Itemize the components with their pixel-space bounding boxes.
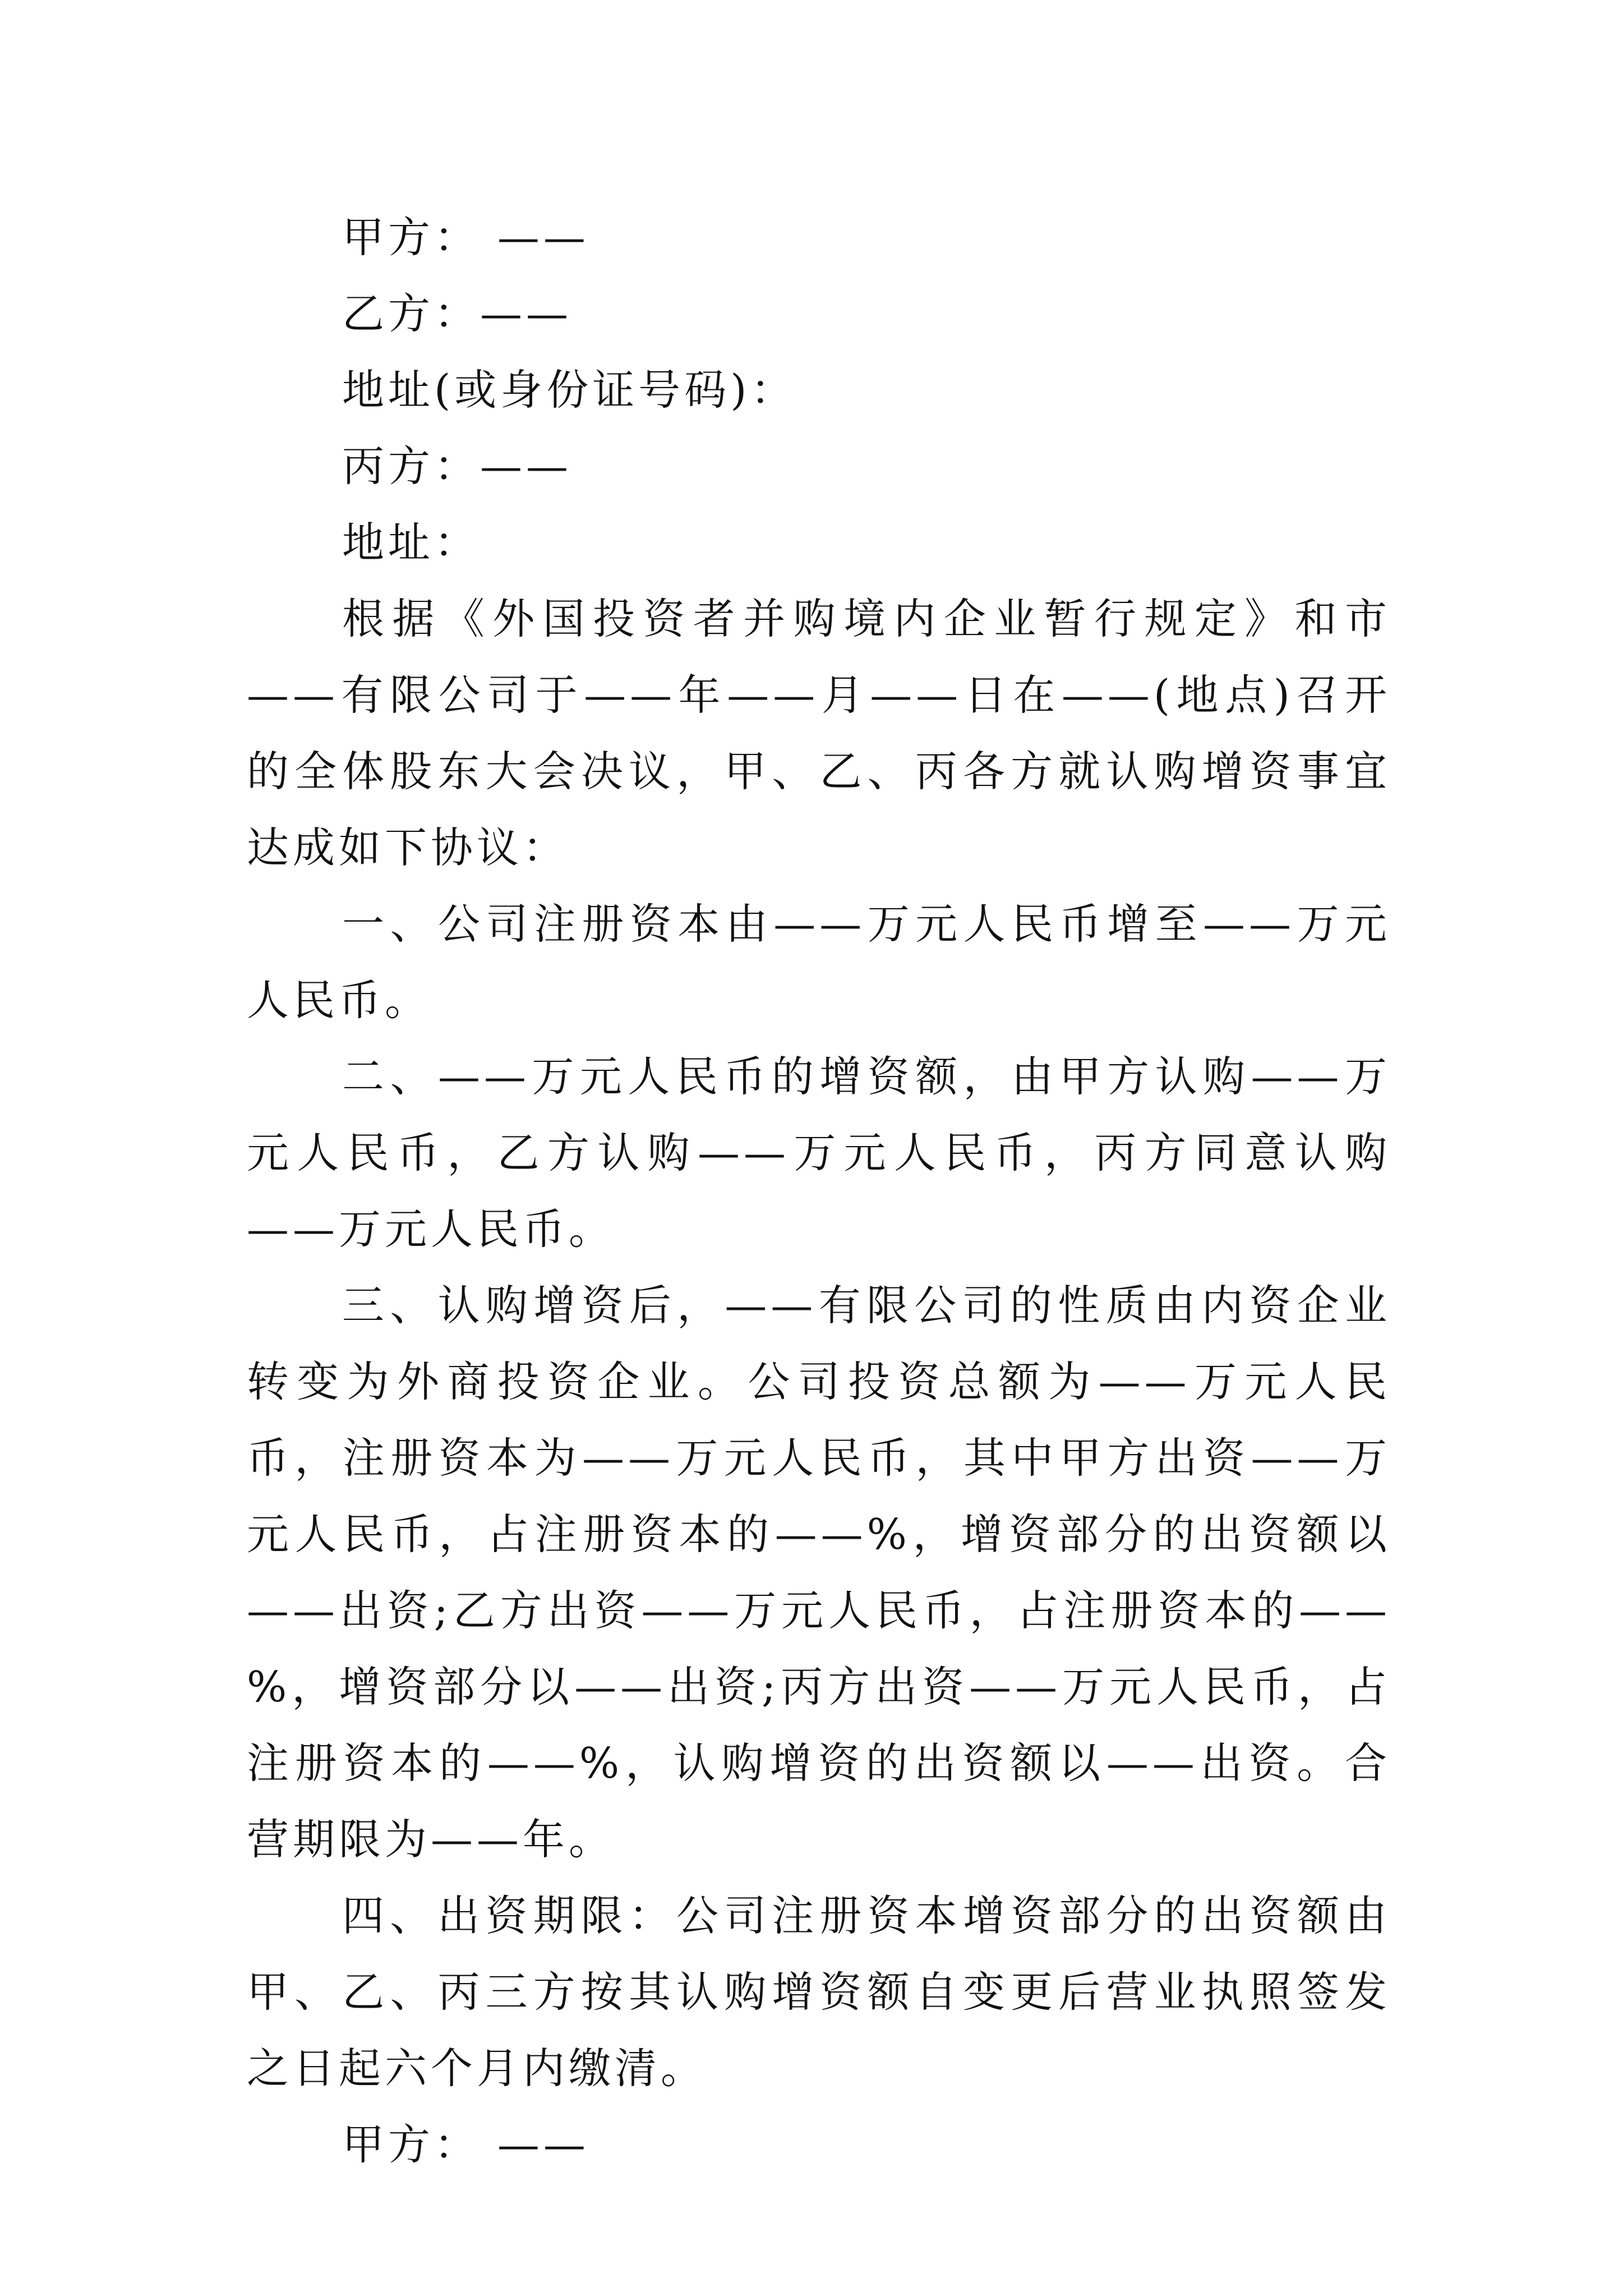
address-line: 地址： bbox=[342, 518, 481, 567]
document-body bbox=[247, 199, 1391, 2183]
party-c-line: 丙方：—— bbox=[342, 441, 573, 491]
preamble-paragraph: 根据《外国投资者并购境内企业暂行规定》和市——有限公司于——年——月——日在——(地点)召开的全体股东大会决议，甲、乙、丙各方就认购增资事宜达成如下协议： bbox=[247, 594, 1391, 872]
party-b-line: 乙方：—— bbox=[342, 289, 573, 338]
clause-3-paragraph: 三、认购增资后，——有限公司的性质由内资企业转变为外商投资企业。公司投资总额为——万元人民币，注册资本为——万元人民币，其中甲方出资——万元人民币，占注册资本的——%，增资部分的出资额以——出资;乙方出资——万元人民币，占注册资本的——%，增资部分以——出资;丙方出资——万元人民币，占注册资本的——%，认购增资的出资额以——出资。合营期限为——年。 bbox=[247, 1281, 1391, 1864]
party-a-line: 甲方： —— bbox=[342, 213, 589, 262]
clause-1-paragraph: 一、公司注册资本由——万元人民币增至——万元人民币。 bbox=[247, 899, 1391, 1025]
clause-4-paragraph: 四、出资期限：公司注册资本增资部分的出资额由甲、乙、丙三方按其认购增资额自变更后营业执照签发之日起六个月内缴清。 bbox=[247, 1891, 1391, 2093]
address-id-line: 地址(或身份证号码)： bbox=[342, 365, 797, 415]
clause-2-paragraph: 二、——万元人民币的增资额，由甲方认购——万元人民币，乙方认购——万元人民币，丙方同意认购——万元人民币。 bbox=[247, 1052, 1391, 1254]
signature-party-a-line: 甲方： —— bbox=[342, 2120, 589, 2169]
